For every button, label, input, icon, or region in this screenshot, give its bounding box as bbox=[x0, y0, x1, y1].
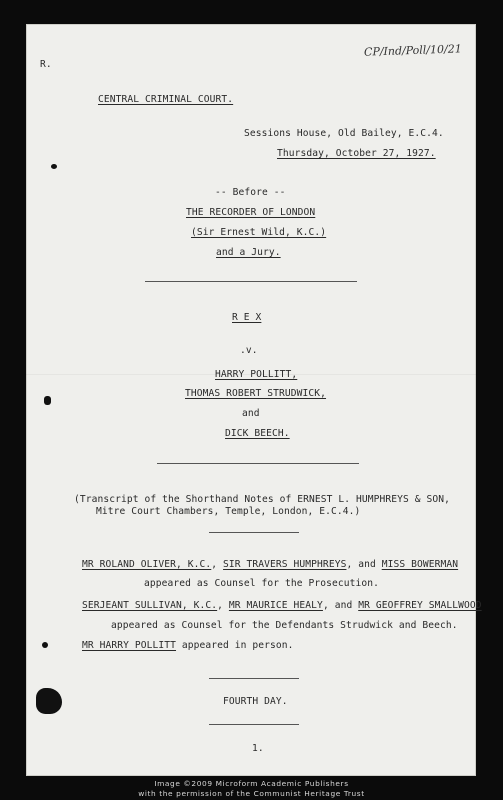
footer-line-1: Image ©2009 Microform Academic Publishers bbox=[154, 779, 349, 788]
transcript-line-2: Mitre Court Chambers, Temple, London, E.C.4.) bbox=[96, 506, 361, 517]
counsel-bowerman: MISS BOWERMAN bbox=[381, 559, 459, 570]
counsel-smallwood: MR GEOFFREY SMALLWOOD bbox=[358, 600, 482, 611]
hearing-date: Thursday, October 27, 1927. bbox=[277, 148, 436, 159]
separator: , bbox=[217, 600, 229, 611]
prosecution-appearance: appeared as Counsel for the Prosecution. bbox=[144, 578, 380, 589]
defence-appearance: appeared as Counsel for the Defendants Strudwick and Beech. bbox=[111, 620, 458, 631]
punch-mark bbox=[44, 396, 51, 405]
court-location: Sessions House, Old Bailey, E.C.4. bbox=[244, 128, 444, 139]
defendant-beech: DICK BEECH. bbox=[225, 428, 290, 439]
divider-2 bbox=[157, 463, 359, 464]
divider-4 bbox=[209, 678, 299, 679]
pollitt-appearance-text: appeared in person. bbox=[176, 640, 294, 651]
versus: .v. bbox=[240, 345, 258, 356]
recorder-title: THE RECORDER OF LONDON bbox=[186, 207, 316, 218]
transcript-line-1: (Transcript of the Shorthand Notes of ERNEST L. HUMPHREYS & SON, bbox=[74, 494, 451, 505]
separator: , and bbox=[322, 600, 359, 611]
separator: , and bbox=[346, 559, 382, 570]
jury-line: and a Jury. bbox=[216, 247, 281, 258]
prosecution-counsel bbox=[82, 559, 458, 570]
divider-3 bbox=[209, 532, 299, 533]
before-label: -- Before -- bbox=[215, 187, 286, 198]
defendant-strudwick: THOMAS ROBERT STRUDWICK, bbox=[185, 388, 327, 399]
pollitt-appearance bbox=[82, 640, 294, 651]
ink-blot bbox=[36, 688, 62, 714]
page-number: 1. bbox=[252, 743, 264, 754]
case-rex: R E X bbox=[232, 312, 262, 323]
divider-1 bbox=[145, 281, 357, 282]
footer-line-2: with the permission of the Communist Heritage Trust bbox=[138, 789, 365, 798]
counsel-healy: MR MAURICE HEALY bbox=[228, 600, 323, 611]
pollitt-name: MR HARRY POLLITT bbox=[82, 640, 177, 651]
document-page bbox=[26, 24, 482, 776]
defendant-pollitt: HARRY POLLITT, bbox=[215, 369, 298, 380]
punch-mark bbox=[51, 164, 57, 169]
divider-5 bbox=[209, 724, 299, 725]
separator: , bbox=[211, 559, 224, 570]
and-word: and bbox=[242, 408, 260, 419]
counsel-humphreys: SIR TRAVERS HUMPHREYS bbox=[223, 559, 347, 570]
corner-letter: R. bbox=[40, 59, 52, 70]
judge-name: (Sir Ernest Wild, K.C.) bbox=[191, 227, 327, 238]
punch-mark bbox=[42, 642, 48, 648]
counsel-sullivan: SERJEANT SULLIVAN, K.C. bbox=[82, 600, 218, 611]
handwritten-reference: CP/Ind/Poll/10/21 bbox=[363, 42, 462, 59]
court-heading: CENTRAL CRIMINAL COURT. bbox=[98, 94, 234, 105]
counsel-oliver: MR ROLAND OLIVER, K.C. bbox=[82, 559, 212, 570]
defence-counsel bbox=[82, 600, 482, 611]
day-label: FOURTH DAY. bbox=[223, 696, 288, 707]
